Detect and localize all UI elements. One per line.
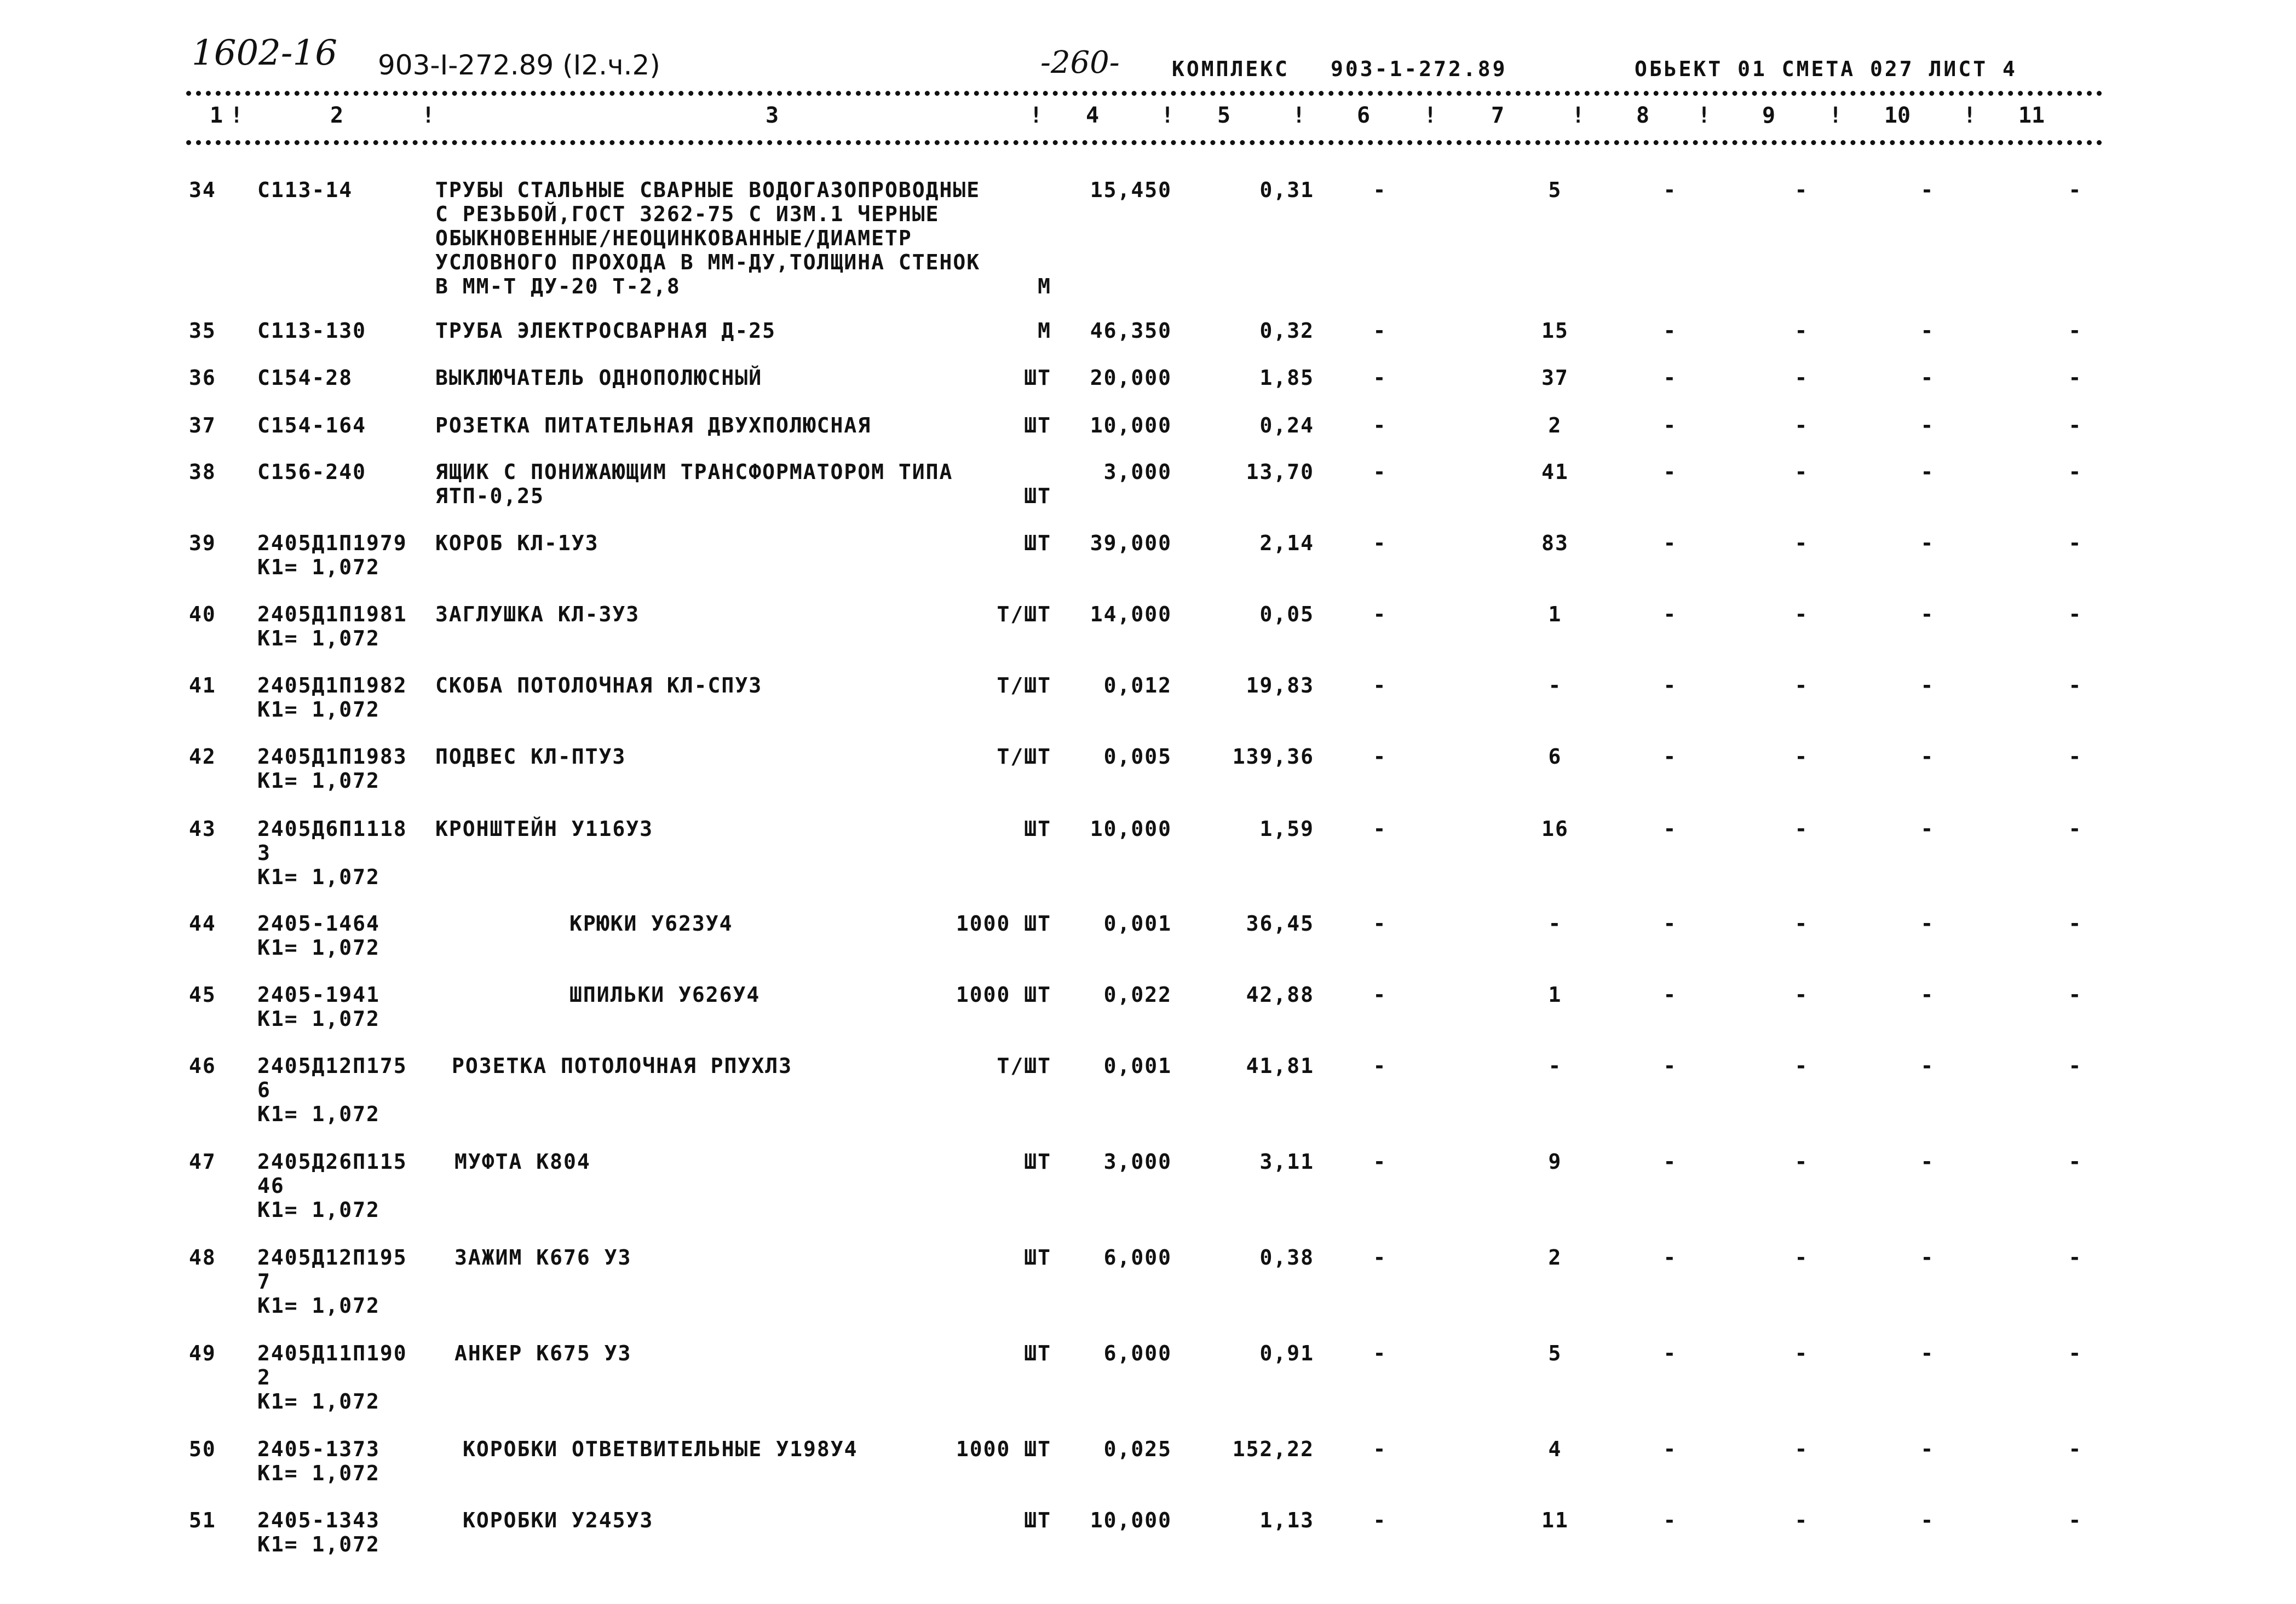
row-col11: - bbox=[2068, 413, 2082, 437]
row-quantity: 0,001 bbox=[1103, 911, 1172, 936]
row-quantity: 39,000 bbox=[1090, 531, 1172, 555]
row-number: 46 bbox=[189, 1054, 216, 1078]
row-col7: - bbox=[1548, 673, 1562, 697]
row-col8: - bbox=[1663, 1508, 1677, 1532]
row-price: 152,22 bbox=[1232, 1437, 1314, 1461]
complex-code: 903-1-272.89 bbox=[1331, 57, 1507, 81]
row-col7: 37 bbox=[1541, 366, 1569, 390]
row-description: ШПИЛЬКИ У626У4 bbox=[569, 983, 761, 1007]
col-number: 5 bbox=[1217, 103, 1231, 128]
row-col10: - bbox=[1920, 366, 1935, 390]
row-col8: - bbox=[1663, 983, 1677, 1007]
row-price: 41,81 bbox=[1246, 1054, 1314, 1078]
row-price: 139,36 bbox=[1232, 745, 1314, 769]
row-price: 0,31 bbox=[1259, 178, 1314, 202]
row-quantity: 10,000 bbox=[1090, 1508, 1172, 1532]
row-col10: - bbox=[1920, 1341, 1935, 1365]
row-code: 2405Д26П115 46 К1= 1,072 bbox=[257, 1150, 407, 1222]
row-col11: - bbox=[2068, 366, 2082, 390]
row-col6: - bbox=[1373, 178, 1387, 202]
row-code: С113-14 bbox=[257, 178, 353, 202]
row-col8: - bbox=[1663, 319, 1677, 343]
row-col9: - bbox=[1794, 178, 1809, 202]
row-number: 43 bbox=[189, 817, 216, 841]
row-price: 0,91 bbox=[1259, 1341, 1314, 1365]
row-col7: 83 bbox=[1541, 531, 1569, 555]
row-price: 19,83 bbox=[1246, 673, 1314, 697]
row-col9: - bbox=[1794, 1508, 1809, 1532]
row-quantity: 6,000 bbox=[1103, 1341, 1172, 1365]
row-col9: - bbox=[1794, 1054, 1809, 1078]
col-number: 10 bbox=[1884, 103, 1911, 128]
row-unit: ШТ bbox=[1024, 366, 1051, 390]
row-code: 2405-1373 К1= 1,072 bbox=[257, 1437, 380, 1485]
header-top-rule bbox=[186, 91, 2103, 96]
row-unit: М bbox=[1038, 274, 1051, 298]
row-col8: - bbox=[1663, 1150, 1677, 1174]
row-number: 36 bbox=[189, 366, 216, 390]
row-col9: - bbox=[1794, 531, 1809, 555]
row-col6: - bbox=[1373, 413, 1387, 437]
row-number: 49 bbox=[189, 1341, 216, 1365]
row-number: 47 bbox=[189, 1150, 216, 1174]
row-col10: - bbox=[1920, 745, 1935, 769]
row-col6: - bbox=[1373, 911, 1387, 936]
row-col7: 41 bbox=[1541, 460, 1569, 484]
row-number: 35 bbox=[189, 319, 216, 343]
row-col9: - bbox=[1794, 413, 1809, 437]
row-col7: 9 bbox=[1548, 1150, 1562, 1174]
row-code: С154-28 bbox=[257, 366, 353, 390]
row-col11: - bbox=[2068, 1437, 2082, 1461]
row-description: КРОНШТЕЙН У116УЗ bbox=[435, 817, 654, 841]
row-number: 37 bbox=[189, 413, 216, 437]
row-col10: - bbox=[1920, 1245, 1935, 1270]
row-unit: ШТ bbox=[1024, 413, 1051, 437]
row-description: ЯЩИК С ПОНИЖАЮЩИМ ТРАНСФОРМАТОРОМ ТИПА ЯТП-0,25 bbox=[435, 460, 953, 508]
row-col7: 6 bbox=[1548, 745, 1562, 769]
row-price: 2,14 bbox=[1259, 531, 1314, 555]
row-description: ЗАЖИМ К676 УЗ bbox=[454, 1245, 632, 1270]
row-col6: - bbox=[1373, 602, 1387, 626]
row-col9: - bbox=[1794, 1245, 1809, 1270]
row-quantity: 0,022 bbox=[1103, 983, 1172, 1007]
row-number: 41 bbox=[189, 673, 216, 697]
row-col11: - bbox=[2068, 178, 2082, 202]
row-description: КОРОБКИ У245УЗ bbox=[463, 1508, 654, 1532]
row-description: КОРОБ КЛ-1УЗ bbox=[435, 531, 599, 555]
row-quantity: 0,001 bbox=[1103, 1054, 1172, 1078]
row-col9: - bbox=[1794, 1437, 1809, 1461]
row-code: С154-164 bbox=[257, 413, 367, 437]
row-description: КОРОБКИ ОТВЕТВИТЕЛЬНЫЕ У198У4 bbox=[463, 1437, 858, 1461]
row-quantity: 6,000 bbox=[1103, 1245, 1172, 1270]
row-col10: - bbox=[1920, 1150, 1935, 1174]
row-col11: - bbox=[2068, 817, 2082, 841]
row-col7: - bbox=[1548, 1054, 1562, 1078]
row-col10: - bbox=[1920, 460, 1935, 484]
row-col11: - bbox=[2068, 1341, 2082, 1365]
row-code: С156-240 bbox=[257, 460, 367, 484]
row-col10: - bbox=[1920, 531, 1935, 555]
row-col7: 16 bbox=[1541, 817, 1569, 841]
row-number: 44 bbox=[189, 911, 216, 936]
row-quantity: 20,000 bbox=[1090, 366, 1172, 390]
row-col6: - bbox=[1373, 673, 1387, 697]
row-description: ВЫКЛЮЧАТЕЛЬ ОДНОПОЛЮСНЫЙ bbox=[435, 366, 763, 390]
col-number: 11 bbox=[2018, 103, 2045, 128]
col-number: 1 bbox=[209, 103, 223, 128]
row-col6: - bbox=[1373, 1437, 1387, 1461]
row-unit: 1000 ШТ bbox=[956, 911, 1051, 936]
row-col10: - bbox=[1920, 319, 1935, 343]
row-col8: - bbox=[1663, 531, 1677, 555]
row-col7: 1 bbox=[1548, 602, 1562, 626]
row-code: 2405Д12П175 6 К1= 1,072 bbox=[257, 1054, 407, 1126]
row-col10: - bbox=[1920, 178, 1935, 202]
row-price: 1,85 bbox=[1259, 366, 1314, 390]
object-estimate-sheet-title: ОБЬЕКТ 01 СМЕТА 027 ЛИСТ 4 bbox=[1635, 57, 2017, 81]
row-number: 39 bbox=[189, 531, 216, 555]
page-number: -260- bbox=[1040, 45, 1120, 80]
row-col6: - bbox=[1373, 983, 1387, 1007]
row-col6: - bbox=[1373, 1245, 1387, 1270]
row-price: 0,38 bbox=[1259, 1245, 1314, 1270]
row-price: 3,11 bbox=[1259, 1150, 1314, 1174]
row-col6: - bbox=[1373, 817, 1387, 841]
row-col6: - bbox=[1373, 531, 1387, 555]
row-description: РОЗЕТКА ПОТОЛОЧНАЯ РПУХЛЗ bbox=[452, 1054, 792, 1078]
col-number: 4 bbox=[1085, 103, 1100, 128]
row-code: 2405-1464 К1= 1,072 bbox=[257, 911, 380, 960]
row-col11: - bbox=[2068, 319, 2082, 343]
row-quantity: 15,450 bbox=[1090, 178, 1172, 202]
row-number: 51 bbox=[189, 1508, 216, 1532]
row-col11: - bbox=[2068, 1054, 2082, 1078]
row-col9: - bbox=[1794, 817, 1809, 841]
row-col10: - bbox=[1920, 602, 1935, 626]
row-col10: - bbox=[1920, 1054, 1935, 1078]
row-col11: - bbox=[2068, 602, 2082, 626]
handwritten-sheet-number: 1602-16 bbox=[192, 33, 337, 73]
row-code: 2405-1343 К1= 1,072 bbox=[257, 1508, 380, 1556]
row-unit: Т/ШТ bbox=[997, 602, 1051, 626]
row-col9: - bbox=[1794, 602, 1809, 626]
row-col8: - bbox=[1663, 460, 1677, 484]
row-description: ПОДВЕС КЛ-ПТУЗ bbox=[435, 745, 626, 769]
row-col7: 2 bbox=[1548, 413, 1562, 437]
row-description: СКОБА ПОТОЛОЧНАЯ КЛ-СПУЗ bbox=[435, 673, 763, 697]
row-col9: - bbox=[1794, 1150, 1809, 1174]
row-col9: - bbox=[1794, 911, 1809, 936]
row-col9: - bbox=[1794, 1341, 1809, 1365]
row-price: 0,05 bbox=[1259, 602, 1314, 626]
row-code: 2405Д1П1983 К1= 1,072 bbox=[257, 745, 407, 793]
row-col8: - bbox=[1663, 602, 1677, 626]
row-col11: - bbox=[2068, 673, 2082, 697]
row-description: РОЗЕТКА ПИТАТЕЛЬНАЯ ДВУХПОЛЮСНАЯ bbox=[435, 413, 872, 437]
row-col10: - bbox=[1920, 1437, 1935, 1461]
row-col10: - bbox=[1920, 911, 1935, 936]
row-number: 42 bbox=[189, 745, 216, 769]
row-quantity: 3,000 bbox=[1103, 1150, 1172, 1174]
row-col8: - bbox=[1663, 1341, 1677, 1365]
document-code: 903-I-272.89 (I2.ч.2) bbox=[378, 49, 660, 81]
row-description: ТРУБА ЭЛЕКТРОСВАРНАЯ Д-25 bbox=[435, 319, 776, 343]
row-quantity: 10,000 bbox=[1090, 413, 1172, 437]
row-unit: ШТ bbox=[1024, 1150, 1051, 1174]
row-col7: 11 bbox=[1541, 1508, 1569, 1532]
col-number: 8 bbox=[1636, 103, 1650, 128]
row-unit: Т/ШТ bbox=[997, 673, 1051, 697]
row-col11: - bbox=[2068, 1245, 2082, 1270]
row-unit: М bbox=[1038, 319, 1051, 343]
row-col6: - bbox=[1373, 460, 1387, 484]
row-col11: - bbox=[2068, 983, 2082, 1007]
row-col10: - bbox=[1920, 413, 1935, 437]
row-number: 38 bbox=[189, 460, 216, 484]
row-col6: - bbox=[1373, 1054, 1387, 1078]
row-description: МУФТА К804 bbox=[454, 1150, 591, 1174]
row-price: 1,59 bbox=[1259, 817, 1314, 841]
row-col9: - bbox=[1794, 745, 1809, 769]
header-bottom-rule bbox=[186, 140, 2103, 145]
row-unit: 1000 ШТ bbox=[956, 1437, 1051, 1461]
row-quantity: 14,000 bbox=[1090, 602, 1172, 626]
row-price: 0,32 bbox=[1259, 319, 1314, 343]
row-unit: 1000 ШТ bbox=[956, 983, 1051, 1007]
row-code: 2405Д1П1979 К1= 1,072 bbox=[257, 531, 407, 579]
row-unit: ШТ bbox=[1024, 531, 1051, 555]
row-quantity: 0,025 bbox=[1103, 1437, 1172, 1461]
row-col10: - bbox=[1920, 983, 1935, 1007]
row-col10: - bbox=[1920, 673, 1935, 697]
row-code: 2405Д1П1982 К1= 1,072 bbox=[257, 673, 407, 722]
row-col8: - bbox=[1663, 673, 1677, 697]
row-col7: 4 bbox=[1548, 1437, 1562, 1461]
col-number: 3 bbox=[765, 103, 779, 128]
row-col9: - bbox=[1794, 673, 1809, 697]
row-col8: - bbox=[1663, 366, 1677, 390]
row-col7: 15 bbox=[1541, 319, 1569, 343]
row-col8: - bbox=[1663, 745, 1677, 769]
row-description: ТРУБЫ СТАЛЬНЫЕ СВАРНЫЕ ВОДОГАЗОПРОВОДНЫЕ С РЕЗЬБОЙ,ГОСТ 3262-75 С ИЗМ.1 ЧЕРНЫЕ ОБЫКНОВЕННЫЕ/НЕОЦИНКОВАННЫЕ/ДИАМЕТР УСЛОВНОГО ПРОХОДА В ММ-ДУ,ТОЛЩИНА СТЕНОК В ММ-Т ДУ-20 Т-2,8 bbox=[435, 178, 981, 298]
row-code: 2405Д11П190 2 К1= 1,072 bbox=[257, 1341, 407, 1413]
row-col7: - bbox=[1548, 911, 1562, 936]
row-col11: - bbox=[2068, 531, 2082, 555]
row-col6: - bbox=[1373, 319, 1387, 343]
row-number: 45 bbox=[189, 983, 216, 1007]
row-col8: - bbox=[1663, 413, 1677, 437]
row-col8: - bbox=[1663, 1437, 1677, 1461]
row-col10: - bbox=[1920, 817, 1935, 841]
row-code: 2405Д12П195 7 К1= 1,072 bbox=[257, 1245, 407, 1318]
row-unit: ШТ bbox=[1024, 1245, 1051, 1270]
row-code: 2405Д1П1981 К1= 1,072 bbox=[257, 602, 407, 650]
row-description: ЗАГЛУШКА КЛ-3УЗ bbox=[435, 602, 640, 626]
row-unit: Т/ШТ bbox=[997, 1054, 1051, 1078]
row-col10: - bbox=[1920, 1508, 1935, 1532]
row-col6: - bbox=[1373, 745, 1387, 769]
row-price: 36,45 bbox=[1246, 911, 1314, 936]
row-col9: - bbox=[1794, 366, 1809, 390]
row-quantity: 0,012 bbox=[1103, 673, 1172, 697]
row-col11: - bbox=[2068, 460, 2082, 484]
row-unit: ШТ bbox=[1024, 1508, 1051, 1532]
row-col7: 1 bbox=[1548, 983, 1562, 1007]
col-number: 2 bbox=[330, 103, 344, 128]
row-col8: - bbox=[1663, 178, 1677, 202]
row-code: 2405Д6П1118 3 К1= 1,072 bbox=[257, 817, 407, 889]
row-code: С113-130 bbox=[257, 319, 367, 343]
row-col8: - bbox=[1663, 911, 1677, 936]
row-col8: - bbox=[1663, 1245, 1677, 1270]
row-col7: 5 bbox=[1548, 1341, 1562, 1365]
row-number: 34 bbox=[189, 178, 216, 202]
row-price: 13,70 bbox=[1246, 460, 1314, 484]
row-col11: - bbox=[2068, 911, 2082, 936]
row-unit: ШТ bbox=[1024, 1341, 1051, 1365]
row-col6: - bbox=[1373, 366, 1387, 390]
row-unit: Т/ШТ bbox=[997, 745, 1051, 769]
row-col8: - bbox=[1663, 1054, 1677, 1078]
col-number: 9 bbox=[1762, 103, 1776, 128]
row-col8: - bbox=[1663, 817, 1677, 841]
row-col6: - bbox=[1373, 1150, 1387, 1174]
row-col6: - bbox=[1373, 1508, 1387, 1532]
row-price: 42,88 bbox=[1246, 983, 1314, 1007]
row-col11: - bbox=[2068, 1150, 2082, 1174]
row-col11: - bbox=[2068, 1508, 2082, 1532]
row-col9: - bbox=[1794, 983, 1809, 1007]
row-description: АНКЕР К675 УЗ bbox=[454, 1341, 632, 1365]
col-number: 7 bbox=[1491, 103, 1505, 128]
row-quantity: 3,000 bbox=[1103, 460, 1172, 484]
row-code: 2405-1941 К1= 1,072 bbox=[257, 983, 380, 1031]
row-col7: 5 bbox=[1548, 178, 1562, 202]
row-col6: - bbox=[1373, 1341, 1387, 1365]
row-number: 48 bbox=[189, 1245, 216, 1270]
row-description: КРЮКИ У623У4 bbox=[569, 911, 733, 936]
column-number-row: 1 ! 2 ! 3 ! 4 ! 5 ! 6 ! 7 ! 8 ! 9 ! 10 ! 11 bbox=[209, 103, 2045, 128]
row-col9: - bbox=[1794, 319, 1809, 343]
row-quantity: 10,000 bbox=[1090, 817, 1172, 841]
row-number: 50 bbox=[189, 1437, 216, 1461]
row-unit: ШТ bbox=[1024, 484, 1051, 508]
row-col9: - bbox=[1794, 460, 1809, 484]
complex-label: КОМПЛЕКС bbox=[1172, 57, 1290, 81]
row-col7: 2 bbox=[1548, 1245, 1562, 1270]
row-number: 40 bbox=[189, 602, 216, 626]
row-price: 0,24 bbox=[1259, 413, 1314, 437]
row-quantity: 46,350 bbox=[1090, 319, 1172, 343]
row-unit: ШТ bbox=[1024, 817, 1051, 841]
row-price: 1,13 bbox=[1259, 1508, 1314, 1532]
row-col11: - bbox=[2068, 745, 2082, 769]
col-number: 6 bbox=[1356, 103, 1371, 128]
row-quantity: 0,005 bbox=[1103, 745, 1172, 769]
